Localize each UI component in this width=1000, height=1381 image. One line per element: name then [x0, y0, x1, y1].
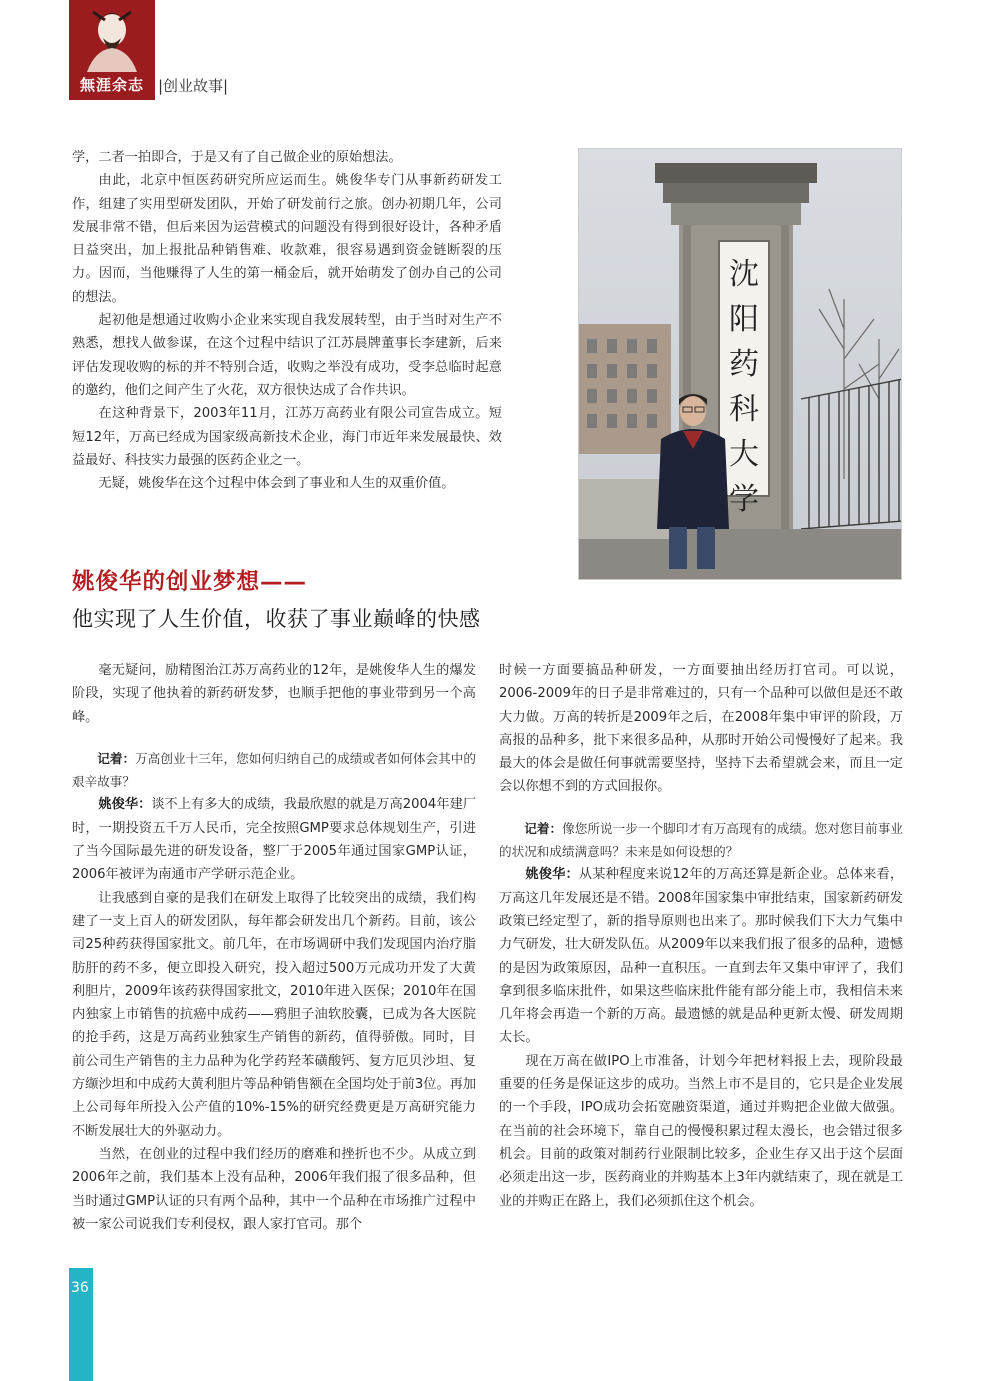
interview-answer: [72, 793, 476, 886]
question-text: 万高创业十三年，您如何归纳自己的成绩或者如何体会其中的艰辛故事？: [72, 750, 477, 790]
body-paragraph: 时候一方面要搞品种研发，一方面要抽出经历打官司。可以说，2006-2009年的日子是非常难过的，只有一个品种可以做但是还不敢大力做。万高的转折是2009年之后，在2008年集中审评的阶段，万高报的品种多，批下来很多品种，从那时开始公司慢慢好了起来。我最大的体会是做任何事就需要坚持，坚持下去希望就会来，而且一定会以你想不到的方式回报你。: [499, 663, 903, 795]
answer-label: 姚俊华：: [525, 867, 579, 883]
question-label: 记着：: [97, 750, 136, 766]
right-column: [499, 659, 903, 1213]
body-paragraph: 现在万高在做IPO上市准备，计划今年把材料报上去，现阶段最重要的任务是保证这步的成功。当然上市不是目的，它只是企业发展的一个手段，IPO成功会拓宽融资渠道，通过并购把企业做大做强。在当前的社会环境下，靠自己的慢慢积累过程太漫长，也会错过很多机会。目前的政策对制药行业限制比较多，企业生存又出于这个层面必须走出这一步，医药商业的并购基本上3年内就结束了，现在就是工业的并购正在路上，我们必须抓住这个机会。: [499, 1053, 904, 1209]
svg-text:科: 科: [729, 392, 759, 427]
answer-text: 谈不上有多大的成绩，我最欣慰的就是万高2004年建厂时，一期投资五千万人民币，完全按照GMP要求总体规划生产，引进了当今国际最先进的研发设备，整厂于2005年通过国家GMP认证，2006年被评为南通市产学研示范企业。: [72, 797, 477, 883]
intro-paragraph: 起初他是想通过收购小企业来实现自我发展转型，由于当时对生产不熟悉，想找人做参谋，在这个过程中结识了江苏晨牌董事长李建新，后来评估发现收购的标的并不特别合适，收购之举没有成功，受李总临时起意的邀约，他们之间产生了火花，双方很快达成了合作共识。: [72, 313, 502, 398]
svg-text:学: 学: [729, 482, 759, 517]
body-paragraph: 毫无疑问，励精图治江苏万高药业的12年，是姚俊华人生的爆发阶段，实现了他执着的新药研发梦，也顺手把他的事业带到另一个高峰。: [72, 663, 476, 725]
answer-text: 从某种程度来说12年的万高还算是新企业。总体来看，万高这几年发展还是不错。2008年国家集中审批结束，国家新药研发政策已经定型了，新的指导原则也出来了。那时候我们下大力气集中力气研发，壮大研发队伍。从2009年以来我们报了很多的品种，遗憾的是因为政策原因，品种一直积压。一直到去年又集中审评了，我们拿到很多临床批件，如果这些临床批件能有部分能上市，我相信未来几年将会再造一个新的万高。最遗憾的就是品种更新太慢、研发周期太长。: [499, 867, 904, 1046]
left-column: [72, 659, 476, 1236]
interview-question: [72, 747, 476, 794]
section-subheading: 他实现了人生价值，收获了事业巅峰的快感: [72, 607, 481, 631]
section-label: |创业故事|: [158, 77, 229, 95]
logo-text: 無涯余志: [79, 76, 144, 94]
section-heading: 姚俊华的创业梦想——: [72, 569, 308, 595]
intro-column: [72, 146, 502, 495]
page-number: 36: [71, 1280, 89, 1296]
question-text: 像您所说一步一个脚印才有万高现有的成绩。您对您目前事业的状况和成绩满意吗？未来是如何设想的？: [499, 820, 904, 860]
svg-text:大: 大: [729, 437, 759, 472]
svg-text:药: 药: [729, 347, 759, 382]
gate-scene-image: [579, 149, 902, 580]
intro-paragraph: 在这种背景下，2003年11月，江苏万高药业有限公司宣告成立。短短12年，万高已经成为国家级高新技术企业，海门市近年来发展最快、效益最好、科技实力最强的医药企业之一。: [72, 406, 502, 468]
magazine-logo: [69, 0, 155, 100]
question-label: 记着：: [524, 820, 563, 836]
svg-text:阳: 阳: [729, 302, 759, 337]
scholar-portrait-icon: [75, 4, 149, 72]
intro-paragraph: 无疑，姚俊华在这个过程中体会到了事业和人生的双重价值。: [98, 476, 455, 492]
interview-answer: [499, 863, 903, 1049]
intro-paragraph: 学，二者一拍即合，于是又有了自己做企业的原始想法。: [72, 150, 402, 165]
interview-question: [499, 817, 903, 864]
svg-text:沈: 沈: [729, 257, 759, 292]
intro-paragraph: 由此，北京中恒医药研究所应运而生。姚俊华专门从事新药研发工作，组建了实用型研发团队，开始了研发前行之旅。创办初期几年，公司发展非常不错，但后来因为运营模式的问题没有得到很好设计，各种矛盾日益突出，加上报批品种销售难、收款难，很容易遇到资金链断裂的压力。因而，当他赚得了人生的第一桶金后，就开始萌发了创办自己的公司的想法。: [72, 173, 502, 305]
answer-label: 姚俊华：: [98, 797, 152, 813]
body-paragraph: 让我感到自豪的是我们在研发上取得了比较突出的成绩，我们构建了一支上百人的研发团队，每年都会研发出几个新药。目前，该公司25种药获得国家批文。前几年，在市场调研中我们发现国内治疗脂肪肝的药不多，便立即投入研究，投入超过500万元成功开发了大黄利胆片，2009年该药获得国家批文，2010年进入医保；2010年在国内独家上市销售的抗癌中成药——鸦胆子油软胶囊，已成为各大医院的抢手药，这是万高药业独家生产销售的新药，值得骄傲。同时，目前公司生产销售的主力品种为化学药羟苯磺酸钙、复方厄贝沙坦、复方缬沙坦和中成药大黄利胆片等品种销售额在全国均处于前3位。再加上公司每年所投入公产值的10%-15%的研究经费更是万高研究能力不断发展壮大的外驱动力。: [72, 890, 477, 1139]
body-paragraph: 当然，在创业的过程中我们经历的磨难和挫折也不少。从成立到2006年之前，我们基本上没有品种，2006年我们报了很多品种，但当时通过GMP认证的只有两个品种，其中一个品种在市场推广过程中被一家公司说我们专利侵权，跟人家打官司。那个: [72, 1146, 476, 1232]
university-gate-photo: [578, 148, 902, 580]
